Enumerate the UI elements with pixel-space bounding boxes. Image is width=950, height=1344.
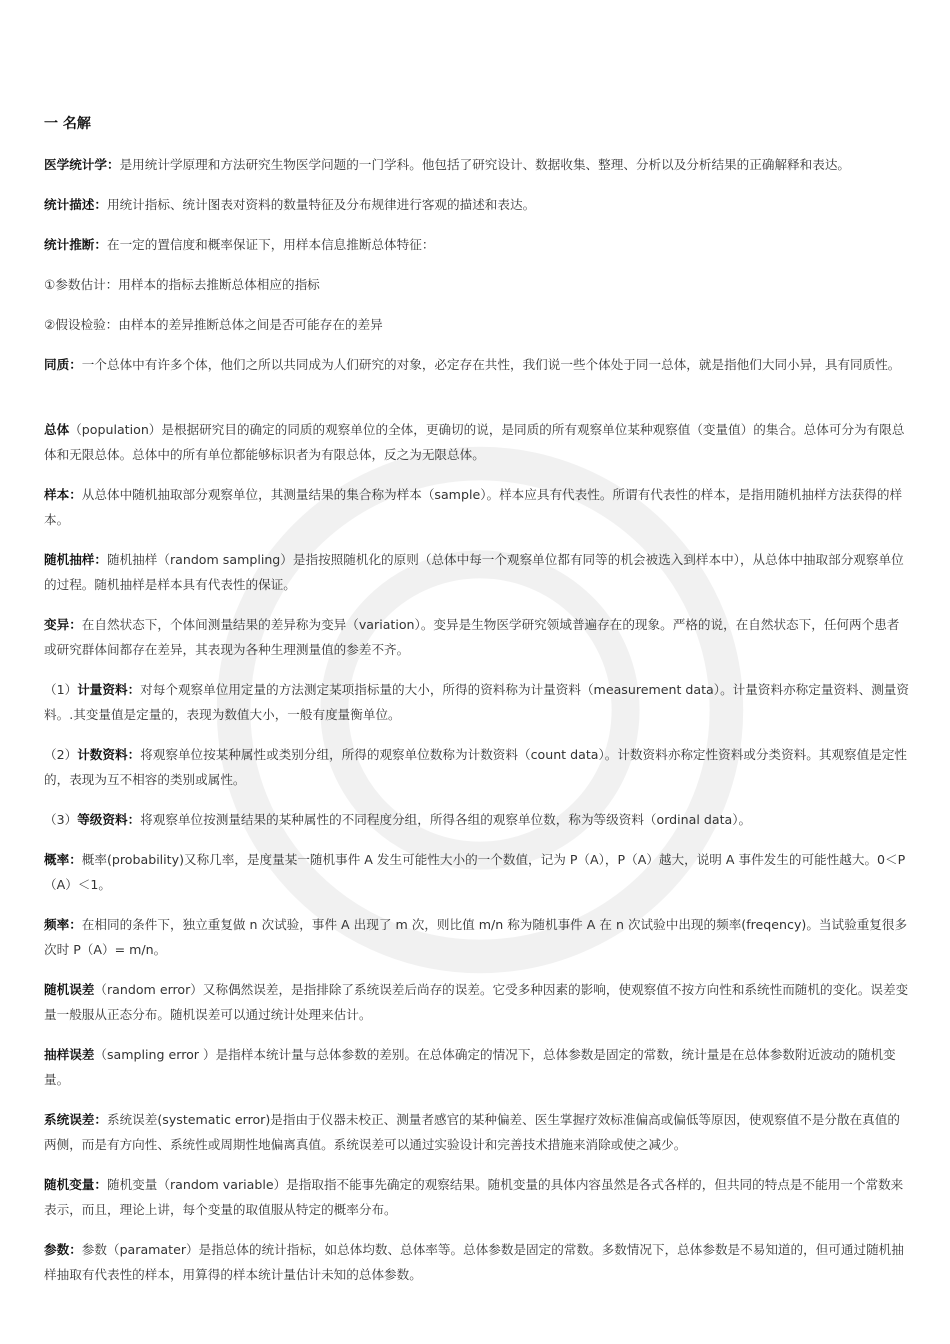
entry-text: ①参数估计：用样本的指标去推断总体相应的指标 [44,277,320,292]
entry-frequency [44,912,910,962]
entry-text: （population）是根据研究目的确定的同质的观察单位的全体，更确切的说，是同质的所有观察单位某种观察值（变量值）的集合。总体可分为有限总体和无限总体。总体中的所有单位都能够标识者为有限总体，反之为无限总体。 [44,422,905,462]
entry-term: 参数： [44,1242,82,1257]
entry-random-variable [44,1172,910,1222]
entry-term: 计数资料： [77,747,141,762]
entry-random-error [44,977,910,1027]
entry-hypothesis-test [44,312,910,337]
entry-term: 随机变量： [44,1177,107,1192]
entry-term: 总体 [44,422,70,437]
entry-text: 将观察单位按测量结果的某种属性的不同程度分组，所得各组的观察单位数，称为等级资料（ordinal data）。 [140,812,752,827]
entry-term: 计量资料： [77,682,141,697]
entry-text: 是用统计学原理和方法研究生物医学问题的一门学科。他包括了研究设计、数据收集、整理、分析以及分析结果的正确解释和表达。 [119,157,850,172]
entry-ordinal-data [44,807,910,832]
section-heading: 一 名解 [44,116,91,132]
entry-term: 变异： [44,617,82,632]
entry-homogeneity [44,352,910,377]
entry-text: 系统误差(systematic error)是指由于仪器未校正、测量者感官的某种偏差、医生掌握疗效标准偏高或偏低等原因，使观察值不是分散在真值的两侧，而是有方向性、系统性或周期性地偏离真值。系统误差可以通过实验设计和完善技术措施来消除或使之减少。 [44,1112,900,1152]
entry-text: ②假设检验：由样本的差异推断总体之间是否可能存在的差异 [44,317,383,332]
entry-sampling-error [44,1042,910,1092]
entry-text: （random error）又称偶然误差，是指排除了系统误差后尚存的误差。它受多种因素的影响，使观察值不按方向性和系统性而随机的变化。误差变量一般服从正态分布。随机误差可以通过统计处理来估计。 [44,982,909,1022]
entry-text: 在相同的条件下，独立重复做 n 次试验，事件 A 出现了 m 次，则比值 m/n 称为随机事件 A 在 n 次试验中出现的频率(freqency)。当试验重复很多次时 P（A）= m/n。 [44,917,908,957]
entry-term: 频率： [44,917,82,932]
entry-term: 同质： [44,357,82,372]
entry-term: 概率： [44,852,82,867]
entry-parameter-estimation [44,272,910,297]
entry-systematic-error [44,1107,910,1157]
entry-term: 随机抽样： [44,552,107,567]
entry-random-sampling [44,547,910,597]
entry-text: 概率(probability)又称几率，是度量某一随机事件 A 发生可能性大小的一个数值，记为 P（A），P（A）越大，说明 A 事件发生的可能性越大。0＜P（A）＜1。 [44,852,906,892]
entry-count-data [44,742,910,792]
entry-term: 样本： [44,487,82,502]
entry-text: 参数（paramater）是指总体的统计指标，如总体均数、总体率等。总体参数是固定的常数。多数情况下，总体参数是不易知道的，但可通过随机抽样抽取有代表性的样本，用算得的样本统计量估计未知的总体参数。 [44,1242,904,1282]
entry-term: 抽样误差 [44,1047,95,1062]
entry-prefix: （1） [44,682,78,697]
entry-statistical-inference [44,232,910,257]
entry-text: 用统计指标、统计图表对资料的数量特征及分布规律进行客观的描述和表达。 [106,197,536,212]
entry-text: 将观察单位按某种属性或类别分组，所得的观察单位数称为计数资料（count data）。计数资料亦称定性资料或分类资料。其观察值是定性的，表现为互不相容的类别或属性。 [44,747,908,787]
entry-text: 对每个观察单位用定量的方法测定某项指标量的大小，所得的资料称为计量资料（measurement data）。计量资料亦称定量资料、测量资料。.其变量值是定量的，表现为数值大小，一般有度量衡单位。 [44,682,909,722]
entry-sample [44,482,910,532]
entry-term: 随机误差 [44,982,95,997]
entry-probability [44,847,910,897]
entry-parameter [44,1237,910,1287]
entry-term: 系统误差： [44,1112,107,1127]
entry-text: 在一定的置信度和概率保证下，用样本信息推断总体特征： [106,237,435,252]
entry-term: 统计描述： [44,197,107,212]
entry-variation [44,612,910,662]
entry-population [44,417,910,467]
entry-text: 从总体中随机抽取部分观察单位，其测量结果的集合称为样本（sample）。样本应具有代表性。所谓有代表性的样本，是指用随机抽样方法获得的样本。 [44,487,903,527]
entry-text: 随机变量（random variable）是指取指不能事先确定的观察结果。随机变量的具体内容虽然是各式各样的，但共同的特点是不能用一个常数来表示，而且，理论上讲，每个变量的取值服从特定的概率分布。 [44,1177,904,1217]
entry-term: 等级资料： [77,812,141,827]
entry-text: 一个总体中有许多个体，他们之所以共同成为人们研究的对象，必定存在共性，我们说一些个体处于同一总体，就是指他们大同小异，具有同质性。 [81,357,901,372]
entry-prefix: （2） [44,747,78,762]
entry-term: 医学统计学： [44,157,120,172]
entry-measurement-data [44,677,910,727]
entry-medical-statistics [44,152,910,177]
entry-text: 随机抽样（random sampling）是指按照随机化的原则（总体中每一个观察单位都有同等的机会被选入到样本中），从总体中抽取部分观察单位的过程。随机抽样是样本具有代表性的保证。 [44,552,904,592]
entry-statistical-description [44,192,910,217]
entry-text: 在自然状态下，个体间测量结果的差异称为变异（variation）。变异是生物医学研究领域普遍存在的现象。严格的说，在自然状态下，任何两个患者或研究群体间都存在差异，其表现为各种生理测量值的参差不齐。 [44,617,900,657]
entry-term: 统计推断： [44,237,107,252]
entry-prefix: （3） [44,812,78,827]
entry-text: （sampling error ）是指样本统计量与总体参数的差别。在总体确定的情况下，总体参数是固定的常数，统计量是在总体参数附近波动的随机变量。 [44,1047,896,1087]
